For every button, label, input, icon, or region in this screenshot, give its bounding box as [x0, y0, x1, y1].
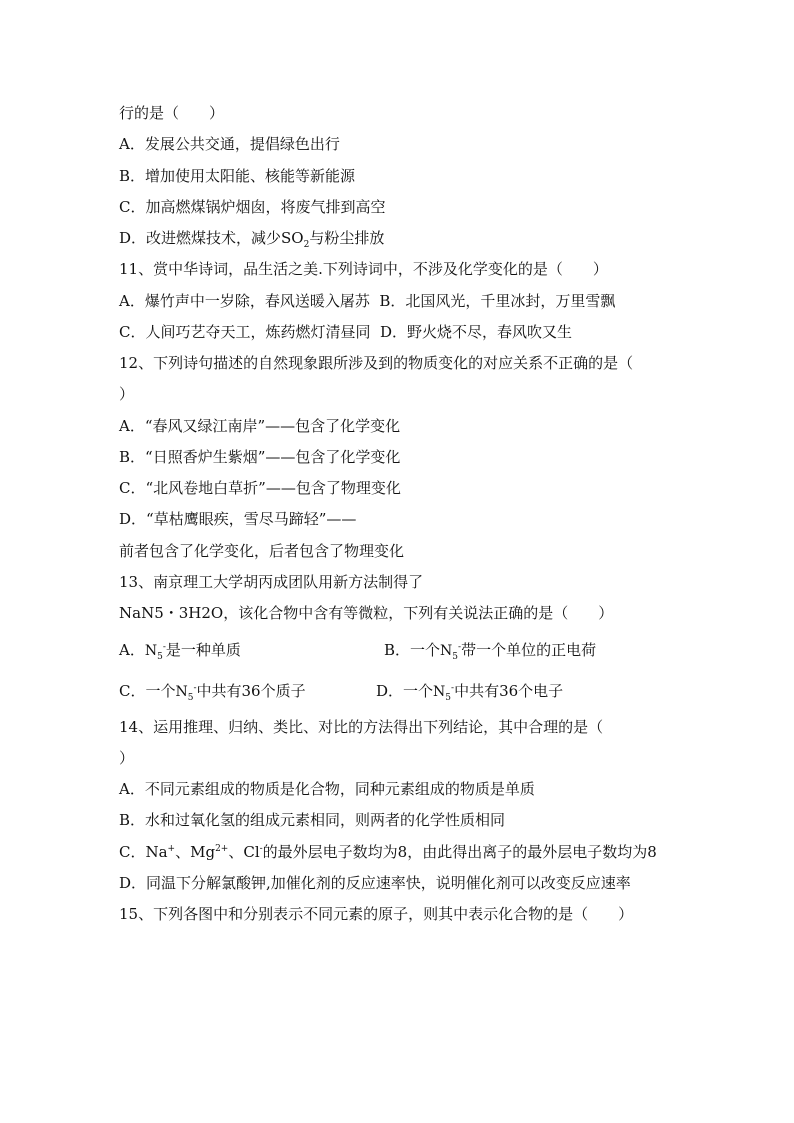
- question-14: 14、运用推理、归纳、类比、对比的方法得出下列结论，其中合理的是（: [119, 718, 604, 736]
- n5-ion: [144, 642, 166, 662]
- superscript: -: [193, 683, 197, 694]
- option-d: [119, 228, 384, 248]
- option-a: A．发展公共交通，提倡绿色出行: [119, 135, 340, 153]
- question-15: 15、下列各图中和分别表示不同元素的原子，则其中表示化合物的是（ ）: [119, 905, 634, 923]
- question-11-options-ab: A．爆竹声中一岁除，春风送暖入屠苏 B．北国风光，千里冰封，万里雪飘: [119, 292, 616, 310]
- subscript: 5: [445, 692, 452, 703]
- option-text: 带一个单位的正电荷: [461, 641, 597, 659]
- option-text: 中共有36个质子: [196, 682, 306, 700]
- superscript: -: [162, 642, 166, 653]
- symbol: N: [440, 643, 453, 659]
- question-14-option-d: D．同温下分解氯酸钾,加催化剂的反应速率快，说明催化剂可以改变反应速率: [119, 874, 631, 892]
- question-12-option-a: A．“春风又绿江南岸”——包含了化学变化: [119, 417, 401, 435]
- superscript: -: [458, 642, 462, 653]
- option-c: C．加高燃煤锅炉烟囱，将废气排到高空: [119, 198, 386, 216]
- text: 的最外层电子数均为8，由此得出离子的最外层电子数均为8: [262, 843, 657, 861]
- question-12-bracket: ）: [119, 385, 135, 403]
- n5-ion: [440, 642, 462, 662]
- question-13-option-a: [119, 640, 241, 661]
- question-14-bracket: ）: [119, 749, 135, 767]
- question-13-option-c: [119, 681, 306, 702]
- superscript: -: [259, 844, 263, 854]
- subscript: 2: [303, 240, 310, 250]
- question-14-option-a: A．不同元素组成的物质是化合物，同种元素组成的物质是单质: [119, 780, 535, 798]
- option-text: 中共有36个电子: [454, 682, 564, 700]
- option-d-text: D．改进燃煤技术，减少SO: [119, 229, 304, 247]
- option-b: B．增加使用太阳能、核能等新能源: [119, 167, 356, 185]
- question-12-option-c: C．“北风卷地白草折”——包含了物理变化: [119, 479, 401, 497]
- text: C．Na: [119, 843, 168, 861]
- question-12-option-b: B．“日照香炉生紫烟”——包含了化学变化: [119, 448, 401, 466]
- symbol: N: [175, 684, 188, 700]
- superscript: +: [167, 844, 176, 854]
- option-label: A．: [119, 641, 145, 659]
- question-12-option-d: D．“草枯鹰眼疾，雪尽马蹄轻”——: [119, 510, 357, 528]
- question-12-option-d-cont: 前者包含了化学变化，后者包含了物理变化: [119, 542, 405, 560]
- question-11-options-cd: C．人间巧艺夺天工，炼药燃灯清昼同 D．野火烧不尽，春风吹又生: [119, 323, 573, 341]
- option-label: B．一个: [384, 641, 441, 659]
- symbol: N: [433, 684, 446, 700]
- subscript: 5: [452, 651, 459, 662]
- text: 、Cl: [228, 843, 260, 861]
- option-text: 是一种单质: [165, 641, 241, 659]
- subscript: 5: [157, 651, 163, 662]
- option-d-text-end: 与粉尘排放: [309, 229, 385, 247]
- superscript: -: [451, 683, 455, 694]
- text-line: 行的是（ ）: [119, 104, 225, 122]
- option-label: D．一个: [376, 682, 434, 700]
- question-13: 13、南京理工大学胡丙成团队用新方法制得了: [119, 573, 424, 591]
- question-13-cont: NaN5・3H2O，该化合物中含有等微粒，下列有关说法正确的是（ ）: [119, 604, 614, 622]
- question-13-option-d: [376, 681, 563, 702]
- symbol: N: [144, 643, 158, 659]
- subscript: 5: [187, 692, 194, 703]
- n5-ion: [175, 683, 197, 703]
- question-11: 11、赏中华诗词，品生活之美.下列诗词中，不涉及化学变化的是（ ）: [119, 260, 608, 278]
- question-14-option-c: [119, 842, 657, 862]
- superscript: 2+: [215, 844, 229, 854]
- question-13-option-b: [384, 640, 596, 661]
- option-label: C．一个: [119, 682, 176, 700]
- n5-ion: [433, 683, 455, 703]
- question-14-option-b: B．水和过氧化氢的组成元素相同，则两者的化学性质相同: [119, 811, 506, 829]
- text: 、Mg: [175, 843, 216, 861]
- question-12: 12、下列诗句描述的自然现象跟所涉及到的物质变化的对应关系不正确的是（: [119, 354, 634, 372]
